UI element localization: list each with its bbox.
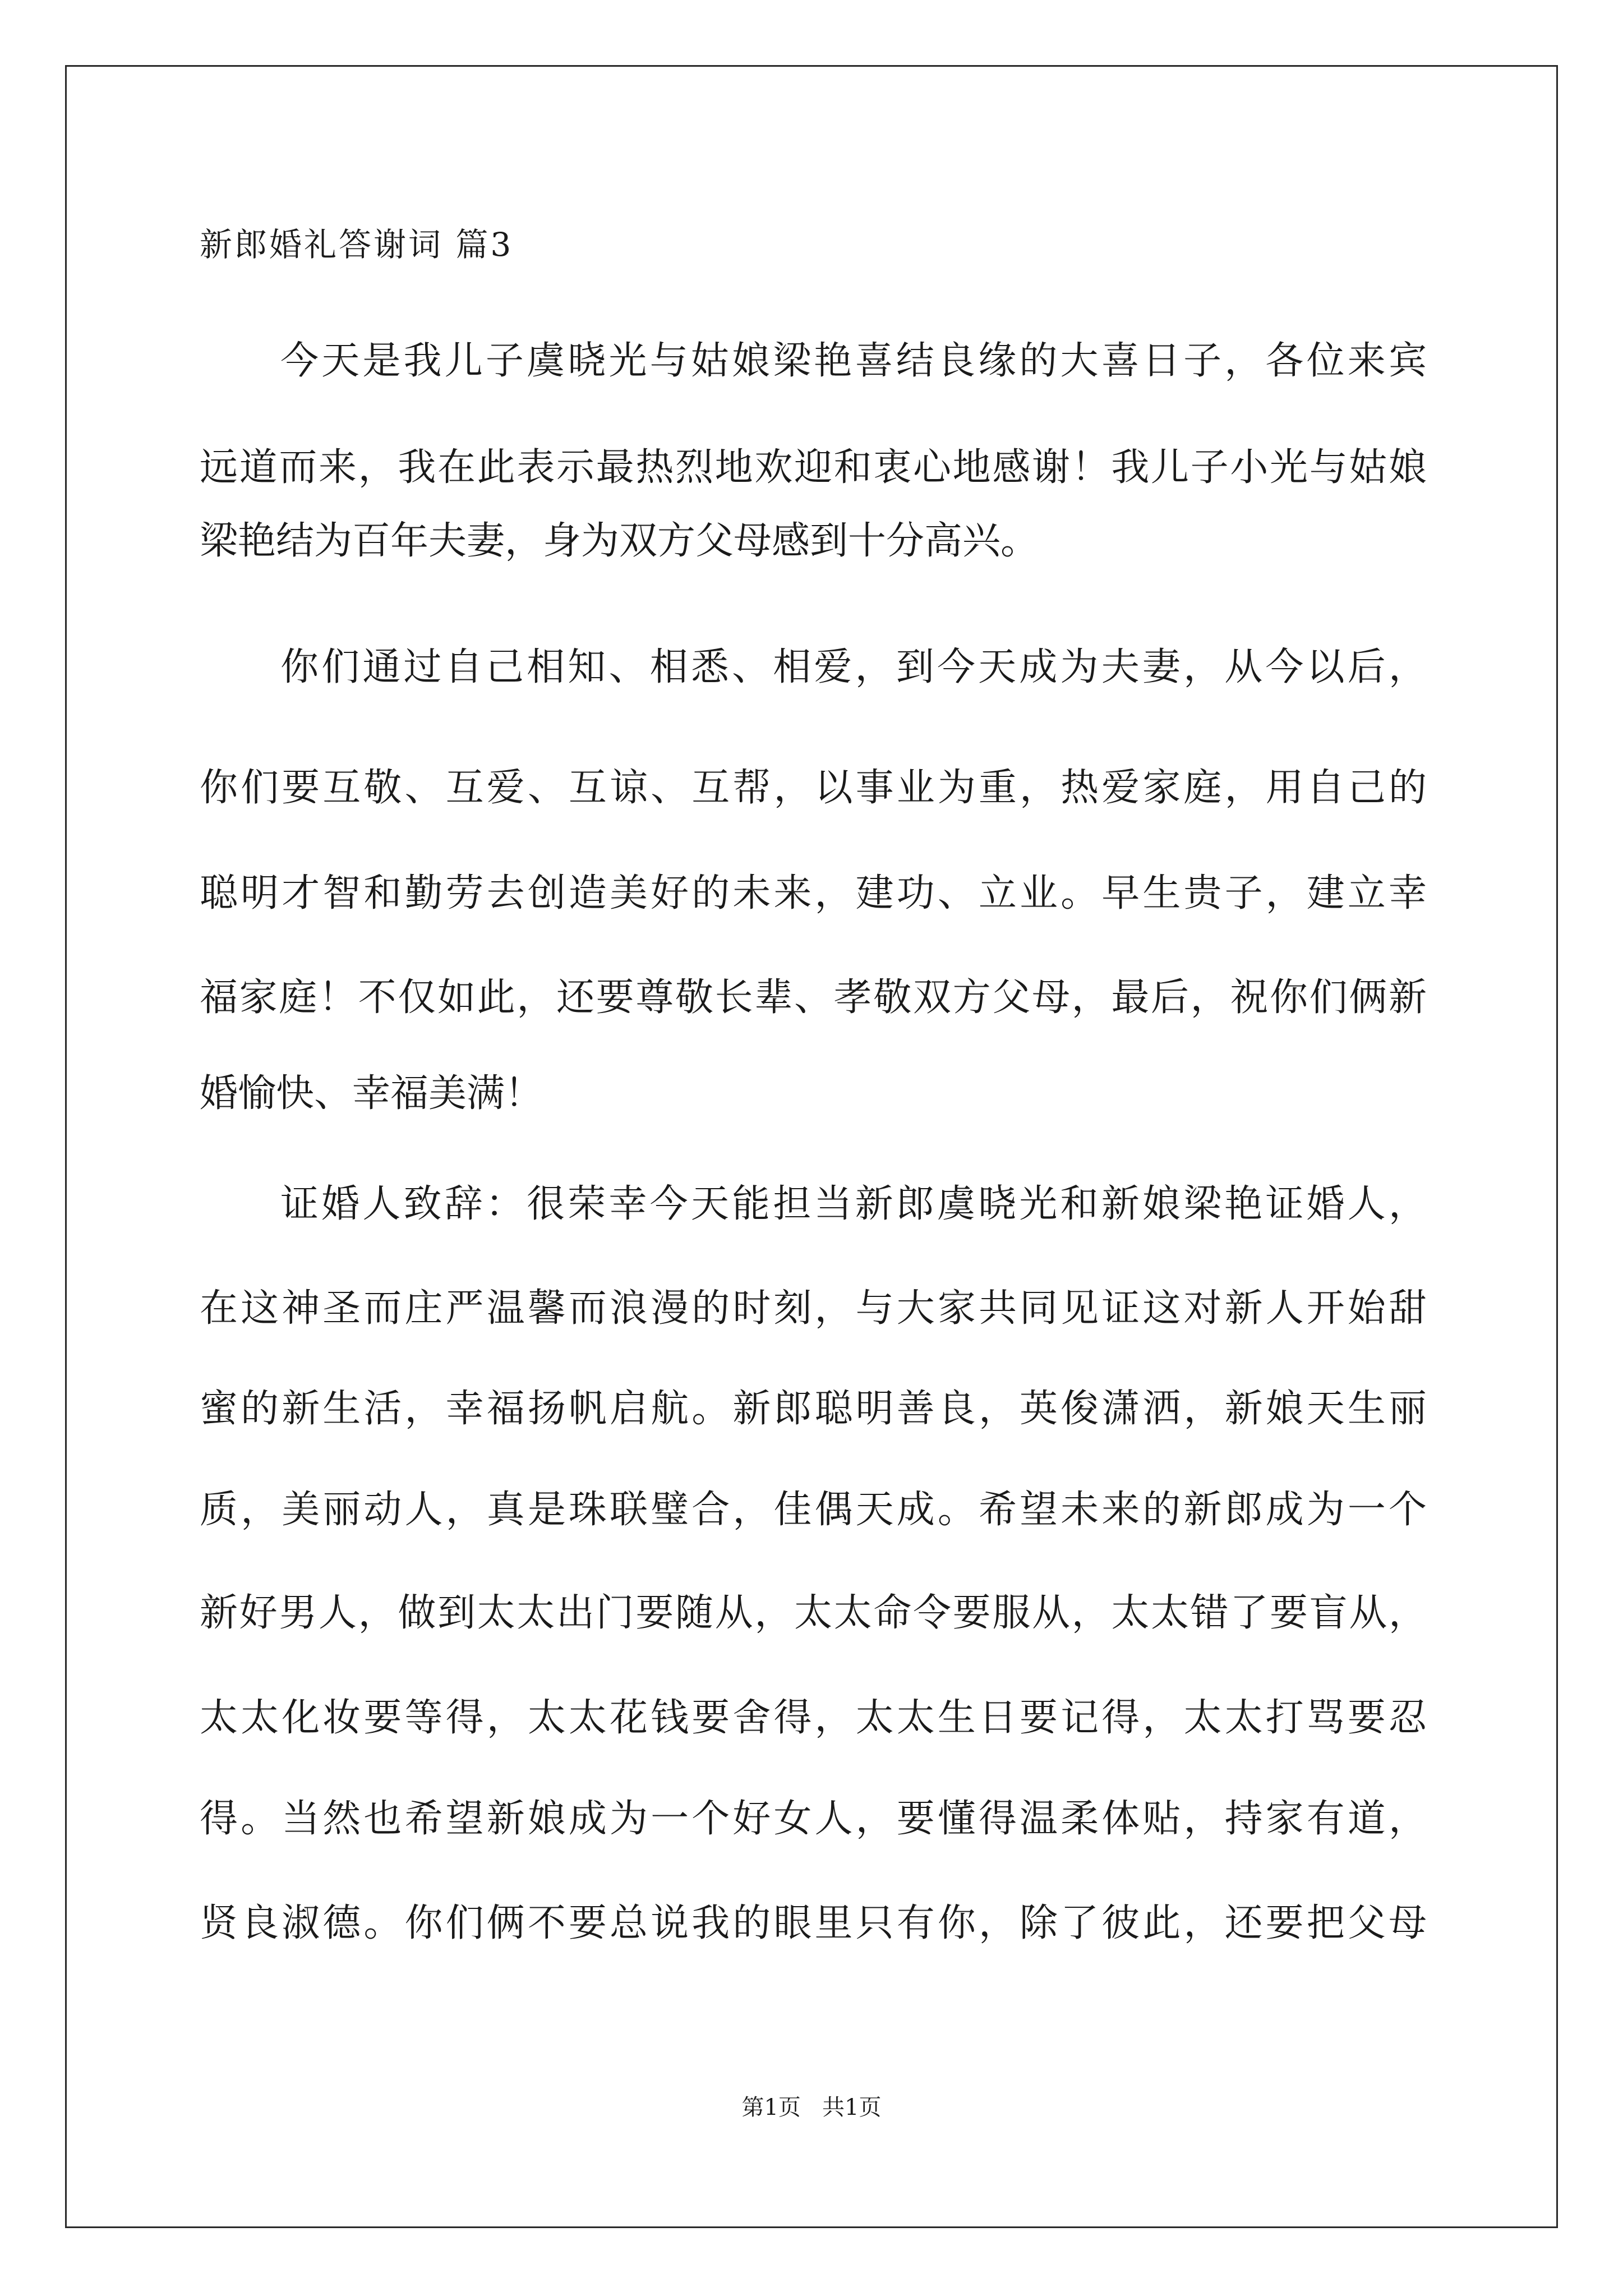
paragraph-3-line-2: 在这神圣而庄严温馨而浪漫的时刻，与大家共同见证这对新人开始甜 [200, 1286, 1430, 1331]
paragraph-1-line-1: 今天是我儿子虞晓光与姑娘梁艳喜结良缘的大喜日子，各位来宾 [280, 339, 1430, 383]
paragraph-1-line-3: 梁艳结为百年夫妻，身为双方父母感到十分高兴。 [200, 519, 1039, 563]
paragraph-2-line-2: 你们要互敬、互爱、互谅、互帮，以事业为重，热爱家庭，用自己的 [200, 766, 1430, 810]
paragraph-3-line-8: 贤良淑德。你们俩不要总说我的眼里只有你，除了彼此，还要把父母 [200, 1901, 1430, 1945]
page-number-footer: 第1页 共1页 [741, 2095, 882, 2120]
paragraph-3-line-3: 蜜的新生活，幸福扬帆启航。新郎聪明善良，英俊潇洒，新娘天生丽 [200, 1387, 1430, 1431]
paragraph-2-line-3: 聪明才智和勤劳去创造美好的未来，建功、立业。早生贵子，建立幸 [200, 871, 1430, 915]
paragraph-3-line-4: 质，美丽动人，真是珠联璧合，佳偶天成。希望未来的新郎成为一个 [200, 1488, 1430, 1532]
paragraph-2-line-5: 婚愉快、幸福美满！ [200, 1071, 543, 1116]
paragraph-3-line-7: 得。当然也希望新娘成为一个好女人，要懂得温柔体贴，持家有道， [200, 1797, 1430, 1841]
paragraph-2-line-4: 福家庭！不仅如此，还要尊敬长辈、孝敬双方父母，最后，祝你们俩新 [200, 976, 1428, 1020]
paragraph-3-line-1: 证婚人致辞：很荣幸今天能担当新郎虞晓光和新娘梁艳证婚人， [280, 1182, 1430, 1226]
paragraph-3-line-5: 新好男人，做到太太出门要随从，太太命令要服从，太太错了要盲从， [200, 1591, 1428, 1635]
paragraph-1-line-2: 远道而来，我在此表示最热烈地欢迎和衷心地感谢！我儿子小光与姑娘 [200, 445, 1428, 490]
document-title: 新郎婚礼答谢词 篇3 [200, 226, 514, 264]
paragraph-2-line-1: 你们通过自己相知、相悉、相爱，到今天成为夫妻，从今以后， [280, 645, 1430, 689]
paragraph-3-line-6: 太太化妆要等得，太太花钱要舍得，太太生日要记得，太太打骂要忍 [200, 1696, 1430, 1740]
